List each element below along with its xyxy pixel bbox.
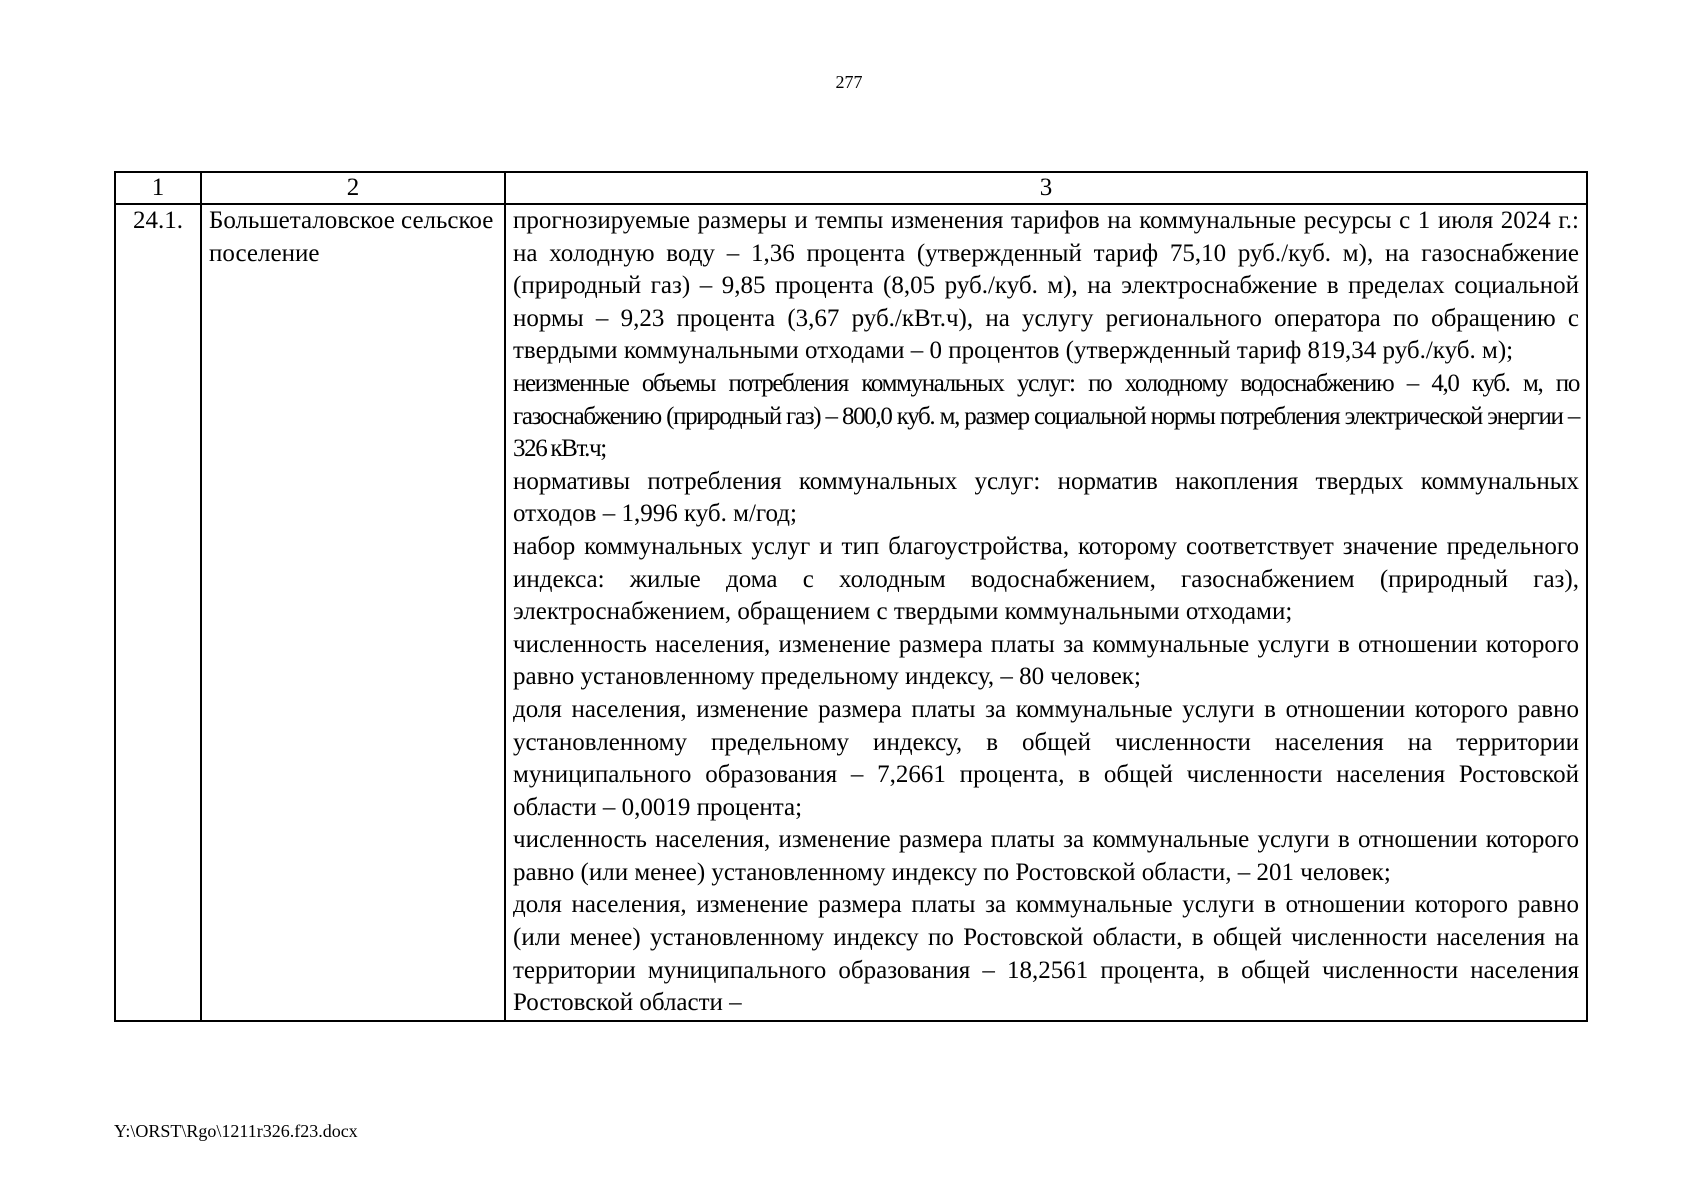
table-row [115,204,1587,1021]
header-cell-3: 3 [505,172,1587,204]
footer-file-path: Y:\ORST\Rgo\1211r326.f23.docx [114,1121,358,1141]
paragraph-volumes: неизменные объемы потребления коммунальных услуг: по холодному водоснабжению – 4,0 куб. м, по газоснабжению (природный газ) – 800,0 куб. м, размер социальной нормы потребления электрической энергии – 326 кВт.ч; [513,369,1579,463]
header-cell-2: 2 [201,172,505,204]
paragraph-service-set: набор коммунальных услуг и тип благоустройства, которому соответствует значение предельного индекса: жилые дома с холодным водоснабжением, газоснабжением (природный газ), электроснабжением, обращением с твердыми коммунальными отходами; [513,532,1579,626]
table-header-row [115,172,1587,204]
tariff-table [114,171,1588,1022]
header-cell-1: 1 [115,172,201,204]
paragraph-population-limit: численность населения, изменение размера платы за коммунальные услуги в отношении которого равно установленному предельному индексу, – 80 человек; [513,630,1579,691]
paragraph-population-index: численность населения, изменение размера платы за коммунальные услуги в отношении которого равно (или менее) установленному индексу по Ростовской области, – 201 человек; [513,826,1579,886]
paragraph-share-index: доля населения, изменение размера платы за коммунальные услуги в отношении которого равно (или менее) установленному индексу по Ростовской области, в общей численности населения на территории муниципального образования – 18,2561 процента, в общей численности населения Ростовской области – [513,891,1579,1017]
settlement-name: Большеталовское сельское поселение [201,204,505,1021]
page-number: 277 [835,72,863,92]
paragraph-norms: нормативы потребления коммунальных услуг: норматив накопления твердых коммунальных отходов – 1,996 куб. м/год; [513,467,1579,528]
paragraph-share-limit: доля населения, изменение размера платы за коммунальные услуги в отношении которого равно установленному предельному индексу, в общей численности населения на территории муниципального образования – 7,2661 процента, в общей численности населения Ростовской области – 0,0019 процента; [513,695,1579,821]
paragraph-tariffs: прогнозируемые размеры и темпы изменения тарифов на коммунальные ресурсы с 1 июля 2024 г.: на холодную воду – 1,36 процента (утвержденный тариф 75,10 руб./куб. м), на газоснабжение (природный газ) – 9,85 процента (8,05 руб./куб. м), на электроснабжение в пределах социальной нормы – 9,23 процента (3,67 руб./кВт.ч), на услугу регионального оператора по обращению с твердыми коммунальными отходами – 0 процентов (утвержденный тариф 819,34 руб./куб. м); [513,207,1579,365]
row-content [505,204,1587,1021]
row-number: 24.1. [115,204,201,1021]
